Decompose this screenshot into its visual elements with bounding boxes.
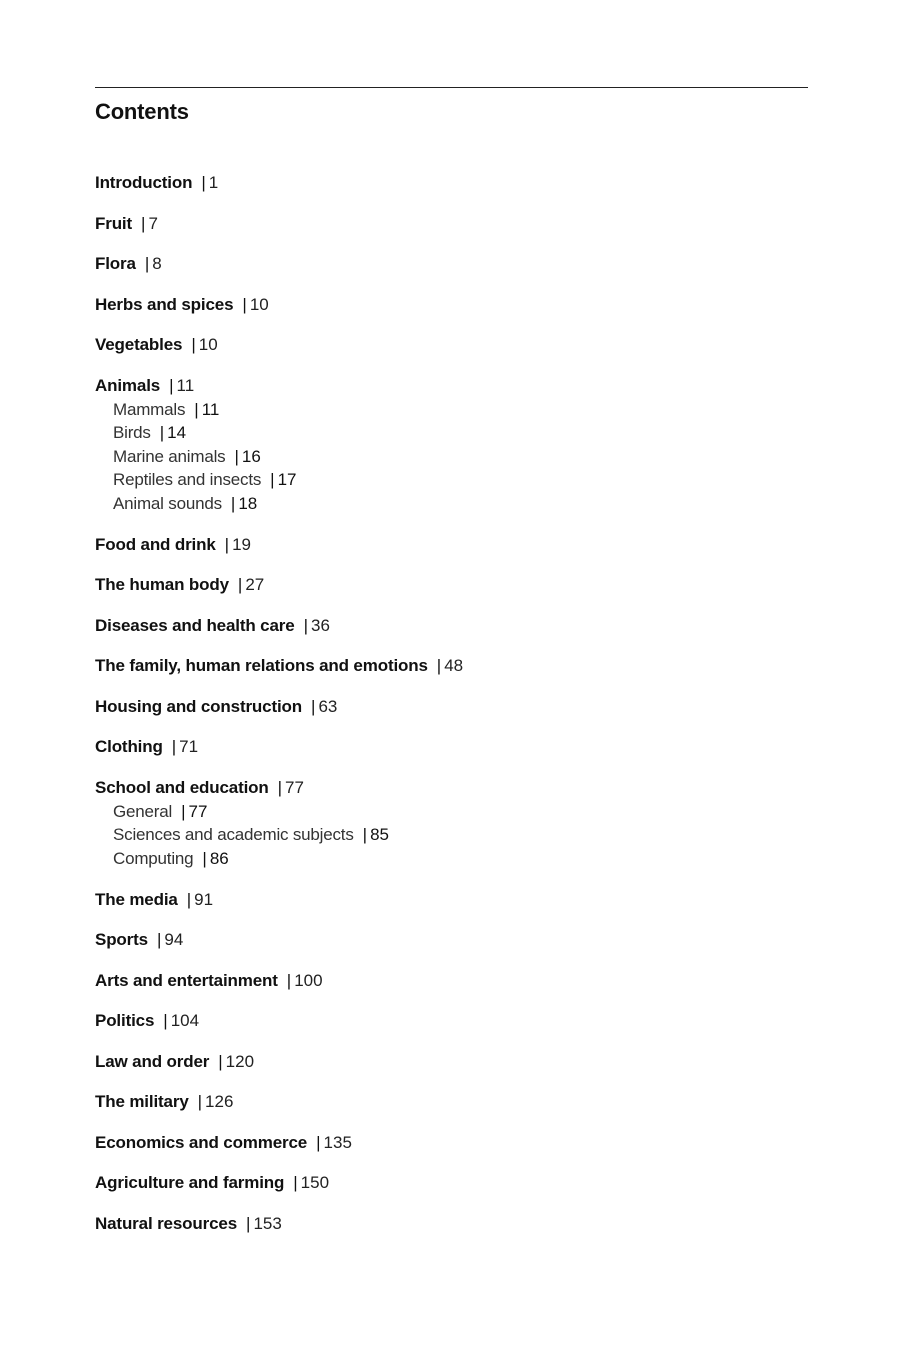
toc-page-number: 71 — [179, 737, 199, 756]
toc-page-number: 135 — [323, 1132, 352, 1152]
toc-entry-line — [95, 969, 808, 992]
toc-entry-line — [95, 333, 808, 356]
toc-separator: | — [270, 470, 275, 489]
toc-separator: | — [191, 335, 196, 354]
toc-page-number: 27 — [245, 575, 265, 594]
toc-subentry-title: General — [113, 801, 173, 821]
toc-entry-title: Vegetables — [95, 335, 183, 354]
toc-entry — [95, 374, 808, 516]
toc-entry-title: Food and drink — [95, 534, 216, 554]
toc-page-number: 8 — [152, 254, 162, 273]
toc-entry-line — [95, 1212, 808, 1235]
toc-entry — [95, 171, 808, 194]
toc-subentry-list — [113, 398, 808, 516]
toc-subentry — [113, 492, 808, 516]
toc-separator: | — [286, 970, 292, 990]
toc-entry-title: Sports — [95, 930, 148, 949]
toc-entry — [95, 252, 808, 275]
toc-subentry-title: Sciences and academic subjects — [113, 825, 354, 844]
toc-entry — [95, 533, 808, 556]
toc-entry-title: Economics and commerce — [95, 1132, 308, 1152]
toc-entry-line — [95, 695, 808, 718]
toc-subentry-title: Birds — [113, 423, 151, 442]
toc-subentry — [113, 421, 808, 445]
toc-page-number: 153 — [253, 1213, 282, 1233]
toc-subentry-title: Animal sounds — [113, 493, 222, 513]
toc-separator: | — [303, 615, 308, 635]
toc-subentry — [113, 823, 808, 847]
toc-separator: | — [242, 294, 247, 314]
toc-separator: | — [144, 254, 150, 273]
toc-subentry-page-number: 18 — [238, 493, 258, 513]
toc-subentry-title: Computing — [113, 848, 194, 868]
toc-page-number: 19 — [232, 534, 252, 554]
toc-separator: | — [277, 777, 283, 797]
toc-entry-line — [95, 1131, 808, 1154]
table-of-contents — [95, 171, 808, 1252]
toc-subentry-page-number: 85 — [370, 825, 389, 844]
toc-entry — [95, 1171, 808, 1194]
toc-entry-title: Animals — [95, 375, 161, 395]
toc-subentry — [113, 398, 808, 422]
toc-entry-line — [95, 171, 808, 194]
toc-separator: | — [201, 173, 206, 192]
toc-subentry — [113, 445, 808, 469]
toc-page-number: 120 — [225, 1051, 255, 1071]
toc-entry-title: Natural resources — [95, 1213, 238, 1233]
toc-entry-line — [95, 654, 808, 677]
toc-entry-title: The military — [95, 1092, 189, 1111]
toc-entry-line — [95, 888, 808, 911]
toc-subentry-title: Marine animals — [113, 446, 226, 466]
toc-page-number: 126 — [205, 1092, 234, 1111]
toc-page-number: 7 — [148, 213, 158, 233]
toc-entry-title: Herbs and spices — [95, 294, 234, 314]
toc-separator: | — [316, 1132, 321, 1152]
toc-separator: | — [197, 1092, 203, 1111]
toc-entry-line — [95, 735, 808, 758]
toc-separator: | — [234, 446, 239, 466]
toc-entry — [95, 735, 808, 758]
toc-entry-line — [95, 374, 808, 397]
toc-entry — [95, 888, 808, 911]
toc-subentry-page-number: 17 — [277, 470, 297, 489]
toc-entry-title: Clothing — [95, 737, 163, 756]
toc-entry — [95, 212, 808, 235]
toc-separator: | — [163, 1011, 168, 1030]
toc-separator: | — [237, 575, 243, 594]
toc-page-number: 77 — [285, 777, 304, 797]
toc-separator: | — [171, 737, 177, 756]
toc-entry-title: Arts and entertainment — [95, 970, 278, 990]
toc-separator: | — [311, 696, 316, 716]
toc-entry-title: The family, human relations and emotions — [95, 656, 428, 675]
toc-subentry-title: Mammals — [113, 399, 186, 419]
toc-entry — [95, 776, 808, 871]
toc-subentry — [113, 468, 808, 492]
toc-entry-line — [95, 928, 808, 951]
toc-subentry-title: Reptiles and insects — [113, 470, 262, 489]
toc-entry — [95, 1212, 808, 1235]
toc-entry — [95, 293, 808, 316]
toc-page-number: 91 — [194, 889, 214, 909]
toc-separator: | — [156, 930, 162, 949]
toc-page-number: 94 — [164, 930, 184, 949]
toc-page-number: 11 — [176, 375, 195, 395]
toc-separator: | — [293, 1173, 298, 1192]
toc-page-number: 36 — [310, 615, 330, 635]
toc-entry-title: Fruit — [95, 213, 133, 233]
toc-entry-line — [95, 1090, 808, 1113]
toc-entry — [95, 333, 808, 356]
toc-entry-title: Agriculture and farming — [95, 1173, 285, 1192]
toc-page-number: 10 — [249, 294, 269, 314]
toc-entry — [95, 614, 808, 637]
toc-separator: | — [202, 848, 207, 868]
toc-entry — [95, 654, 808, 677]
toc-page-number: 104 — [170, 1011, 200, 1030]
toc-entry-line — [95, 212, 808, 235]
toc-separator: | — [436, 656, 442, 675]
toc-entry-title: Housing and construction — [95, 696, 303, 716]
toc-subentry-page-number: 11 — [201, 399, 220, 419]
toc-entry-line — [95, 776, 808, 799]
toc-page-number: 48 — [444, 656, 464, 675]
toc-entry — [95, 928, 808, 951]
toc-subentry-page-number: 86 — [209, 848, 229, 868]
toc-entry-line — [95, 573, 808, 596]
toc-page-number: 1 — [208, 173, 219, 192]
toc-separator: | — [181, 801, 186, 821]
toc-separator: | — [224, 534, 230, 554]
toc-entry-line — [95, 293, 808, 316]
toc-entry-title: School and education — [95, 777, 269, 797]
toc-subentry-list — [113, 800, 808, 871]
toc-entry — [95, 1131, 808, 1154]
toc-entry-line — [95, 1050, 808, 1073]
toc-subentry — [113, 847, 808, 871]
toc-separator: | — [218, 1051, 223, 1071]
toc-entry — [95, 969, 808, 992]
toc-separator: | — [246, 1213, 251, 1233]
toc-entry-line — [95, 533, 808, 556]
toc-subentry-page-number: 14 — [167, 423, 187, 442]
toc-separator: | — [159, 423, 165, 442]
page-title: Contents — [95, 99, 189, 124]
toc-page-number: 150 — [300, 1173, 330, 1192]
toc-subentry — [113, 800, 808, 824]
toc-page-number: 10 — [198, 335, 218, 354]
toc-entry-line — [95, 252, 808, 275]
toc-entry-line — [95, 1009, 808, 1032]
toc-entry-title: Flora — [95, 254, 136, 273]
toc-separator: | — [230, 493, 236, 513]
toc-separator: | — [194, 399, 199, 419]
toc-entry-title: The media — [95, 889, 178, 909]
toc-page-number: 100 — [294, 970, 323, 990]
top-rule — [95, 87, 808, 88]
toc-entry — [95, 1009, 808, 1032]
toc-entry-title: Diseases and health care — [95, 615, 295, 635]
toc-entry — [95, 695, 808, 718]
toc-separator: | — [362, 825, 368, 844]
toc-entry — [95, 573, 808, 596]
toc-separator: | — [169, 375, 174, 395]
toc-entry-title: Law and order — [95, 1051, 210, 1071]
toc-subentry-page-number: 16 — [241, 446, 261, 466]
toc-entry-line — [95, 1171, 808, 1194]
toc-entry — [95, 1090, 808, 1113]
toc-entry-title: Introduction — [95, 173, 193, 192]
toc-separator: | — [186, 889, 192, 909]
toc-page-number: 63 — [318, 696, 338, 716]
toc-entry-title: The human body — [95, 575, 229, 594]
toc-entry — [95, 1050, 808, 1073]
toc-entry-title: Politics — [95, 1011, 155, 1030]
toc-subentry-page-number: 77 — [188, 801, 208, 821]
toc-entry-line — [95, 614, 808, 637]
toc-separator: | — [141, 213, 146, 233]
